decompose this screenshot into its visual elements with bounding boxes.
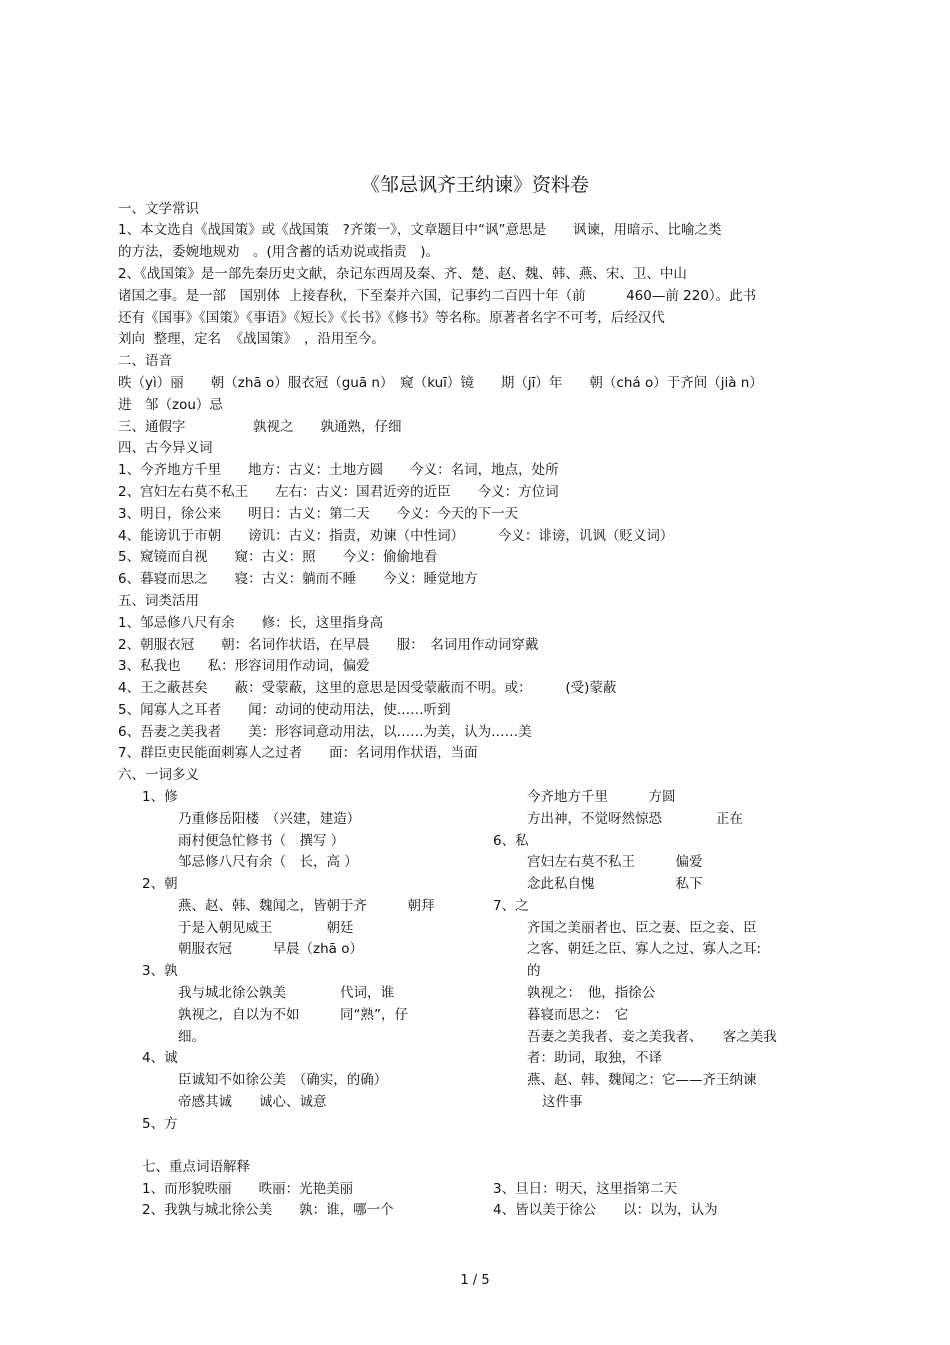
polysemy-example: 燕、赵、韩、魏闻之，皆朝于齐 朝拜 [178, 898, 435, 914]
text-line: 6、吾妻之美我者 美：形容词意动用法，以……为美，认为……美 [118, 724, 532, 740]
polysemy-example: 燕、赵、韩、魏闻之：它——齐王纳谏 [527, 1072, 757, 1088]
text-line: 昳（yì）丽 朝（zhā o）服衣冠（guā n） 窥（kuī）镜 期（jī）年 朝（chá o）于齐间（jià n） [118, 375, 763, 391]
page-number: 1 / 5 [460, 1273, 490, 1288]
text-line: 6、暮寝而思之 寝：古义：躺而不睡 今义：睡觉地方 [118, 571, 478, 587]
polysemy-example: 臣诚知不如徐公美 （确实，的确） [178, 1072, 388, 1088]
polysemy-item: 5、方 [142, 1116, 178, 1132]
text-line: 3、私我也 私：形容词用作动词，偏爱 [118, 658, 370, 674]
polysemy-item: 3、孰 [142, 963, 178, 979]
polysemy-example: 者：助词，取独，不译 [527, 1050, 662, 1066]
text-line: 5、闻寡人之耳者 闻：动词的使动用法，使……听到 [118, 702, 451, 718]
polysemy-item: 7、之 [493, 898, 529, 914]
text-line: 的方法，委婉地规劝 。(用含蓄的话劝说或指责 )。 [118, 244, 440, 260]
text-line: 4、能谤讥于市朝 谤讥：古义：指责，劝谏（中性词） 今义：诽谤，讥讽（贬义词） [118, 528, 674, 544]
polysemy-item: 2、朝 [142, 876, 178, 892]
text-line: 2、宫妇左右莫不私王 左右：古义：国君近旁的近臣 今义：方位词 [118, 484, 559, 500]
polysemy-example: 的 [527, 963, 541, 979]
text-line: 7、群臣吏民能面刺寡人之过者 面：名词用作状语，当面 [118, 745, 478, 761]
heading-pronunciation: 二、语音 [118, 353, 172, 369]
text-line: 2、朝服衣冠 朝：名词作状语，在早晨 服： 名词用作动词穿戴 [118, 637, 539, 653]
polysemy-example: 念此私自愧 私下 [527, 876, 703, 892]
polysemy-example: 我与城北徐公孰美 代词，谁 [178, 985, 394, 1001]
document-title: 《邹忌讽齐王纳谏》资料卷 [360, 174, 589, 196]
key-word-item: 2、我孰与城北徐公美 孰：谁，哪一个 [142, 1202, 394, 1218]
polysemy-example: 细。 [178, 1029, 205, 1045]
text-line: 3、明日，徐公来 明日：古义：第二天 今义：今天的下一天 [118, 506, 519, 522]
heading-literary-knowledge: 一、文学常识 [118, 201, 199, 217]
heading-polysemy: 六、一词多义 [118, 767, 199, 783]
text-line: 进 邹（zou）忌 [118, 397, 223, 413]
polysemy-item: 6、私 [493, 833, 529, 849]
polysemy-item: 4、诚 [142, 1050, 178, 1066]
text-line: 4、王之蔽甚矣 蔽：受蒙蔽，这里的意思是因受蒙蔽而不明。或： (受)蒙蔽 [118, 680, 617, 696]
polysemy-example: 孰视之，自以为不如 同“熟”，仔 [178, 1007, 408, 1023]
polysemy-example: 暮寝而思之： 它 [527, 1007, 629, 1023]
polysemy-example: 朝服衣冠 早晨（zhā o） [178, 941, 363, 957]
heading-key-words: 七、重点词语解释 [142, 1159, 250, 1175]
text-line: 2、《战国策》是一部先秦历史文献，杂记东西周及秦、齐、楚、赵、魏、韩、燕、宋、卫、中山 [118, 266, 687, 282]
text-line: 还有《国事》《国策》《事语》《短长》《长书》《修书》等名称。原著者名字不可考，后经汉代 [118, 310, 665, 326]
polysemy-example: 帝感其诚 诚心、诚意 [178, 1094, 327, 1110]
polysemy-item: 1、修 [142, 789, 178, 805]
text-line: 诸国之事。是一部 国别体 上接春秋，下至秦并六国，记事约二百四十年（前 460—前 220）。此书 [118, 288, 757, 304]
polysemy-example: 孰视之： 他，指徐公 [527, 985, 656, 1001]
key-word-item: 3、旦日：明天，这里指第二天 [493, 1181, 678, 1197]
polysemy-example: 雨村便急忙修书（ 撰写 ） [178, 833, 345, 849]
key-word-item: 1、而形貌昳丽 昳丽：光艳美丽 [142, 1181, 354, 1197]
text-line: 5、窥镜而自视 窥：古义：照 今义：偷偷地看 [118, 549, 438, 565]
heading-word-class-usage: 五、词类活用 [118, 593, 199, 609]
text-line: 1、今齐地方千里 地方：古义：土地方圆 今义：名词，地点，处所 [118, 462, 559, 478]
text-line: 刘向 整理，定名 《战国策》 ，沿用至今。 [118, 331, 385, 347]
polysemy-example: 这件事 [542, 1094, 583, 1110]
key-word-item: 4、皆以美于徐公 以：以为，认为 [493, 1202, 718, 1218]
polysemy-example: 乃重修岳阳楼 （兴建，建造） [178, 811, 361, 827]
polysemy-example: 邹忌修八尺有余（ 长，高 ） [178, 854, 358, 870]
polysemy-example: 吾妻之美我者、妾之美我者、 客之美我 [527, 1029, 777, 1045]
polysemy-example: 方出神，不觉呀然惊恐 正在 [527, 811, 743, 827]
text-line: 1、本文选自《战国策》或《战国策 ?齐策一》，文章题目中“讽”意思是 讽谏，用暗示、比喻之类 [118, 222, 722, 238]
polysemy-example: 于是入朝见威王 朝廷 [178, 920, 354, 936]
heading-interchangeable-chars: 三、通假字 孰视之 孰通熟，仔细 [118, 419, 402, 435]
text-line: 1、邹忌修八尺有余 修：长，这里指身高 [118, 615, 384, 631]
polysemy-example: 今齐地方千里 方圆 [527, 789, 676, 805]
heading-ancient-modern-meaning: 四、古今异义词 [118, 440, 213, 456]
polysemy-example: 齐国之美丽者也、臣之妻、臣之妾、臣 [527, 920, 757, 936]
polysemy-example: 宫妇左右莫不私王 偏爱 [527, 854, 703, 870]
polysemy-example: 之客、朝廷之臣、寡人之过、寡人之耳: [527, 941, 762, 957]
